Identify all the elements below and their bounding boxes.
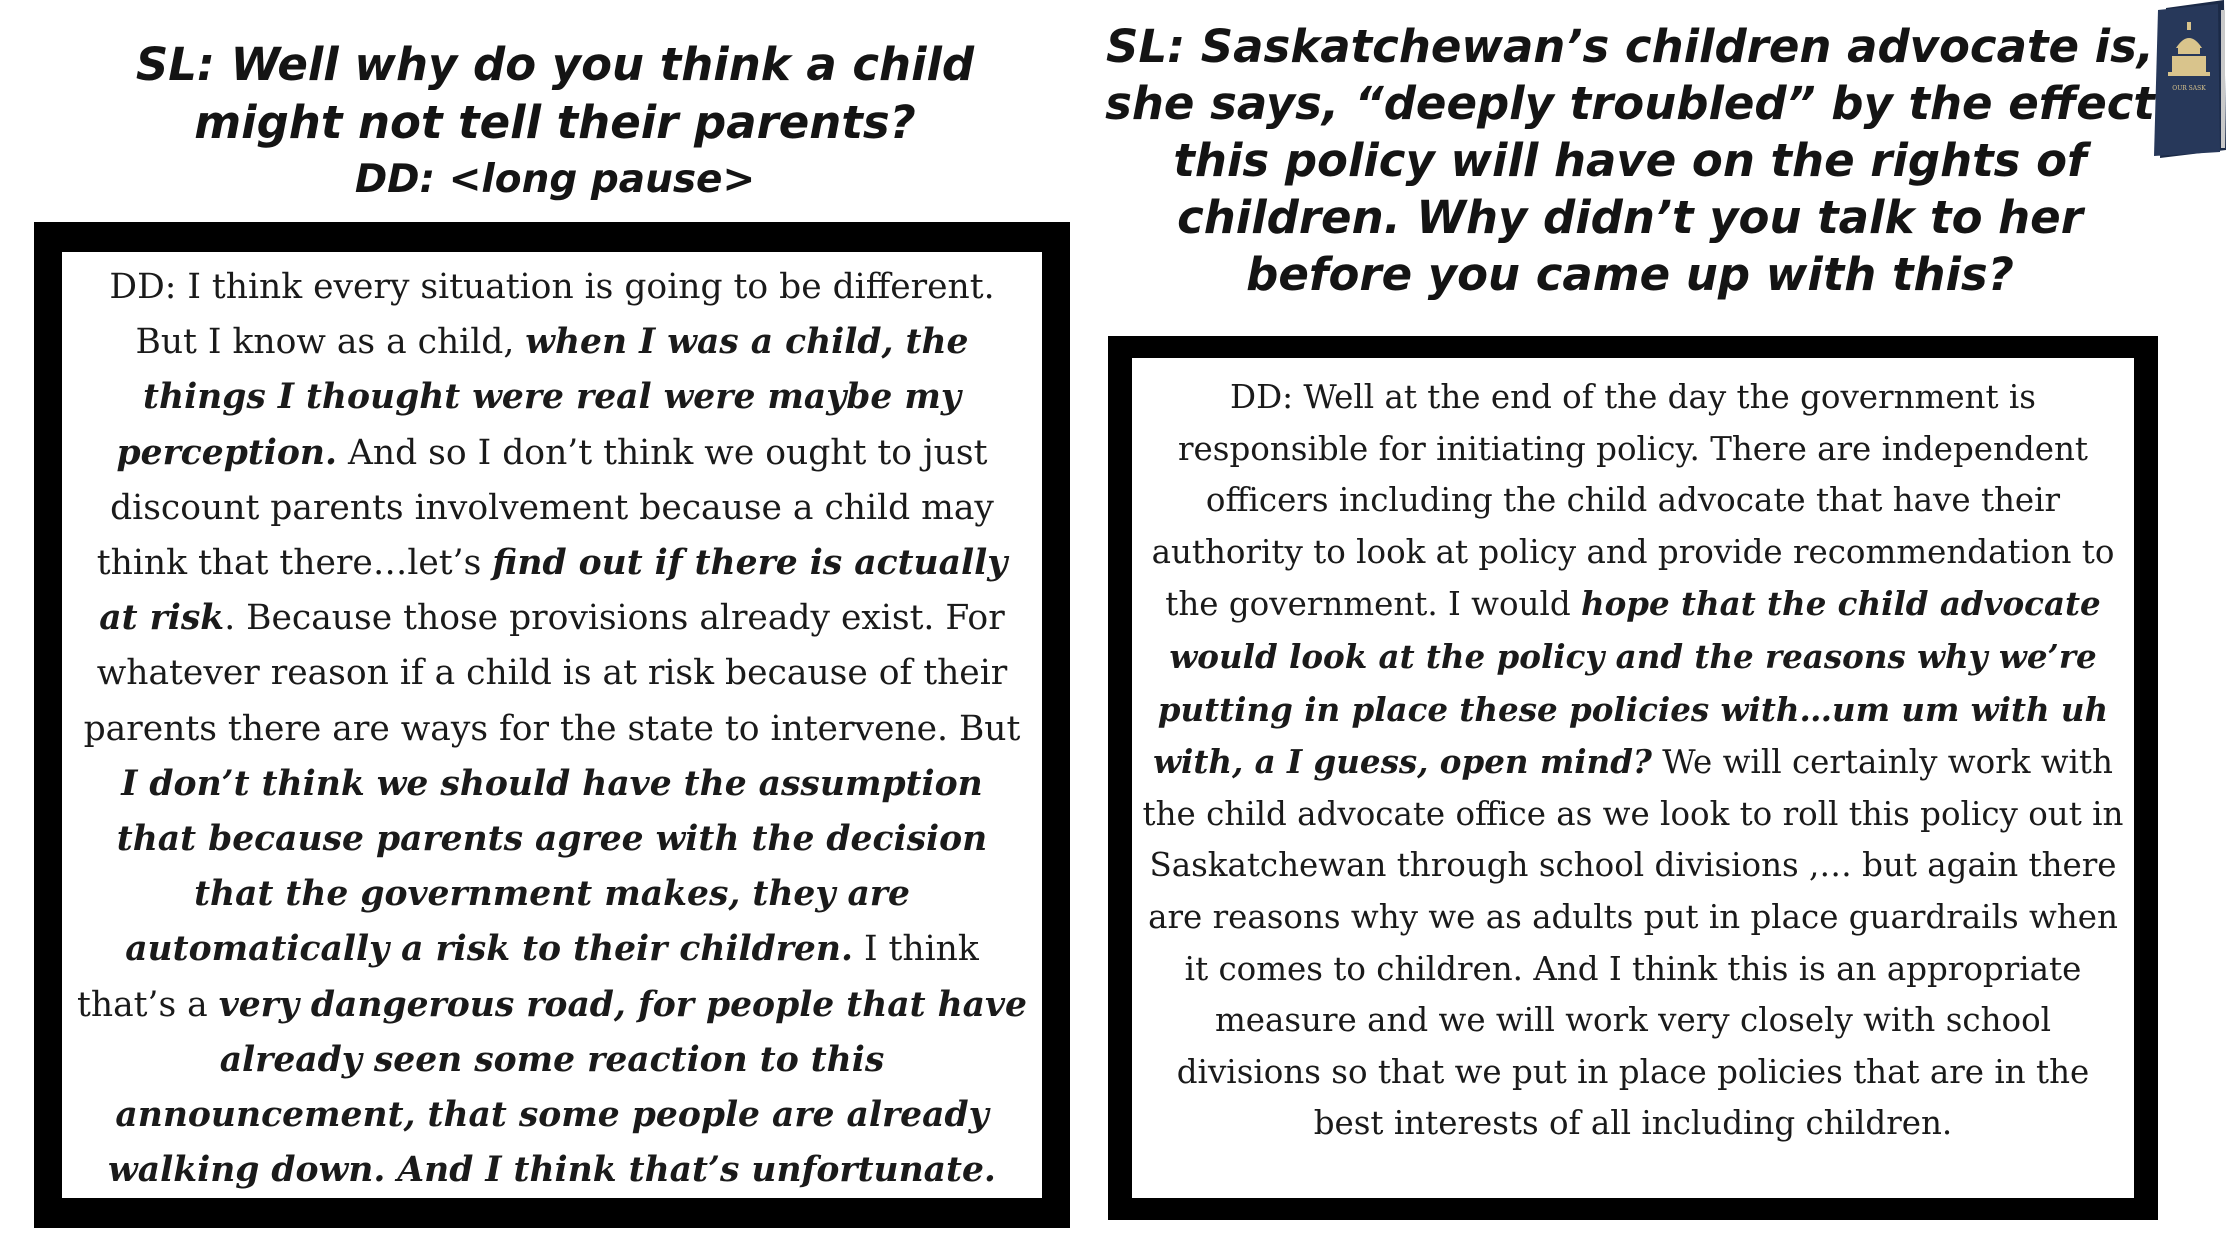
emphasized-text: find out if there is actually at risk	[99, 543, 1008, 639]
answer-right-frame	[1108, 336, 2158, 1220]
emphasized-text: when I was a child, the things I thought were real were maybe my perception.	[116, 322, 969, 473]
book-logo-icon	[2148, 0, 2234, 160]
answer-text: DD: Well at the end of the day the government is responsible for initiating policy. There are independent officers including the child advocate that have their authority to look at policy and provide recommendation to the government. I would	[1151, 378, 2115, 624]
emphasized-text: hope that the child advocate would look at the policy and the reasons why we’re putting in place these policies with…um um with uh with, a I guess, open mind?	[1153, 584, 2109, 782]
answer-text: DD: I think every situation is going to be different. But I know as a child,	[109, 267, 995, 363]
emphasized-text: I don’t think we should have the assumption that because parents agree with the decision that the government makes, they are automatically a risk to their children.	[116, 763, 988, 970]
logo-text: OUR SASK	[2172, 85, 2206, 92]
question-right	[1100, 18, 2160, 303]
long-pause-label: DD: <long pause>	[354, 157, 756, 202]
question-left-text: SL: Well why do you think a child might not tell their parents?	[135, 38, 975, 149]
answer-text: I think that’s a	[76, 929, 979, 1025]
answer-right-text	[1132, 358, 2134, 1198]
answer-left-frame	[34, 222, 1070, 1228]
answer-text: We will certainly work with the child advocate office as we look to roll this policy out in Saskatchewan through school divisions ,… but again there are reasons why we as adults put in place guardrails when it comes to children. And I think this is an appropriate measure and we will work very closely with school divisions so that we put in place policies that are in the best interests of all including children.	[1142, 743, 2124, 1143]
question-left	[60, 36, 1050, 208]
answer-text: And so I don’t think we ought to just discount parents involvement because a child may think that there…let’s	[96, 432, 994, 584]
emphasized-text: very dangerous road, for people that have already seen some reaction to this announcement, that some people are already walking down. And I think that’s unfortunate.	[108, 984, 1028, 1191]
answer-left-text	[62, 252, 1042, 1198]
book-pages	[2221, 10, 2225, 148]
answer-text: . Because those provisions already exist. For whatever reason if a child is at risk because of their parents there are ways for the state to intervene. But	[83, 598, 1021, 749]
question-right-text: SL: Saskatchewan’s children advocate is, she says, “deeply troubled” by the effect this policy will have on the rights of children. Why didn’t you talk to her before you came up with this?	[1105, 20, 2155, 301]
